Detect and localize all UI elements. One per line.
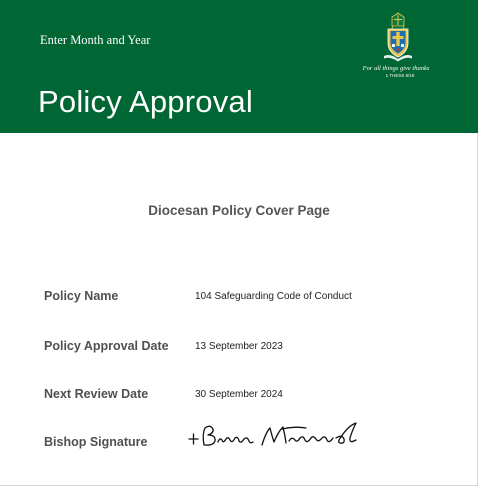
policy-name-label: Policy Name [44, 289, 119, 303]
next-review-date-value: 30 September 2024 [195, 389, 283, 400]
motto: For all things give thanks [362, 65, 430, 72]
diocesan-crest-icon [381, 12, 415, 62]
cover-page-title: Diocesan Policy Cover Page [148, 203, 330, 218]
next-review-date-label: Next Review Date [44, 387, 149, 401]
header-banner [0, 0, 478, 133]
policy-approval-date-label: Policy Approval Date [44, 339, 169, 353]
bishop-signature-label: Bishop Signature [44, 435, 148, 449]
header-subtitle: Enter Month and Year [40, 33, 151, 47]
motto-reference: 1 THESS 5/18 [385, 73, 415, 78]
bishop-signature-image [186, 420, 370, 454]
policy-name-value: 104 Safeguarding Code of Conduct [195, 291, 352, 302]
page-title: Policy Approval [38, 84, 253, 119]
policy-approval-date-value: 13 September 2023 [195, 341, 283, 352]
